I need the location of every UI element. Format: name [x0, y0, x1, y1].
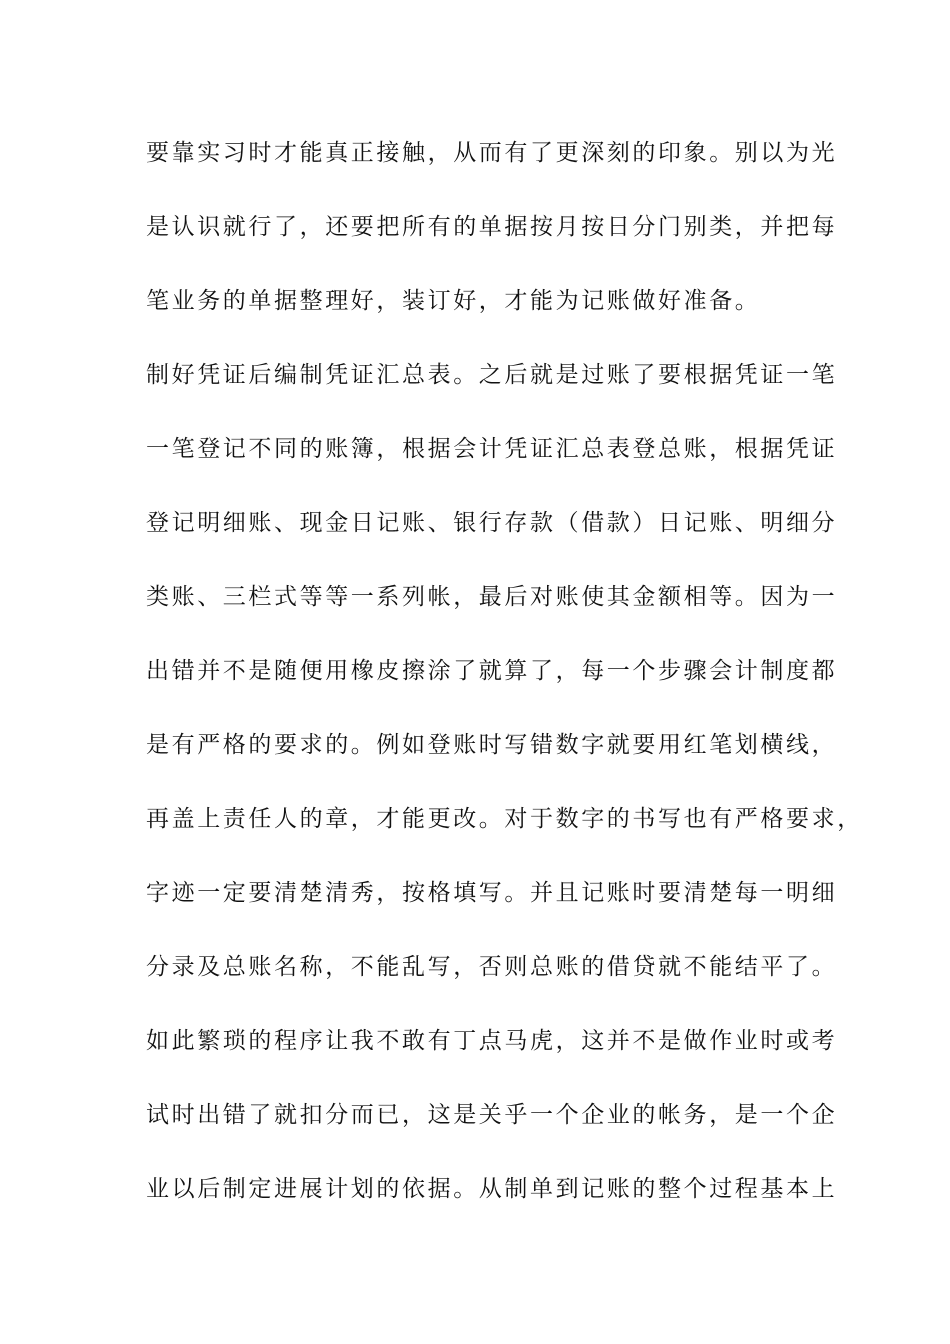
text-line: 一笔登记不同的账簿，根据会计凭证汇总表登总账，根据凭证	[146, 436, 838, 462]
text-line: 分录及总账名称，不能乱写，否则总账的借贷就不能结平了。	[146, 954, 838, 980]
text-line: 要靠实习时才能真正接触，从而有了更深刻的印象。别以为光	[146, 140, 838, 166]
body-text	[146, 128, 863, 1238]
text-line: 业以后制定进展计划的依据。从制单到记账的整个过程基本上	[146, 1176, 838, 1202]
text-line: 是认识就行了，还要把所有的单据按月按日分门别类，并把每	[146, 214, 838, 240]
text-line: 字迹一定要清楚清秀，按格填写。并且记账时要清楚每一明细	[146, 880, 838, 906]
text-line: 登记明细账、现金日记账、银行存款（借款）日记账、明细分	[146, 510, 838, 536]
text-line: 是有严格的要求的。例如登账时写错数字就要用红笔划横线，	[146, 732, 838, 758]
text-line: 试时出错了就扣分而已，这是关乎一个企业的帐务，是一个企	[146, 1102, 838, 1128]
text-line: 制好凭证后编制凭证汇总表。之后就是过账了要根据凭证一笔	[146, 362, 838, 388]
text-line: 出错并不是随便用橡皮擦涂了就算了，每一个步骤会计制度都	[146, 658, 838, 684]
text-line: 如此繁琐的程序让我不敢有丁点马虎，这并不是做作业时或考	[146, 1028, 838, 1054]
text-line: 再盖上责任人的章，才能更改。对于数字的书写也有严格要求，	[146, 806, 863, 832]
text-line: 笔业务的单据整理好，装订好，才能为记账做好准备。	[146, 288, 761, 314]
text-line: 类账、三栏式等等一系列帐，最后对账使其金额相等。因为一	[146, 584, 838, 610]
